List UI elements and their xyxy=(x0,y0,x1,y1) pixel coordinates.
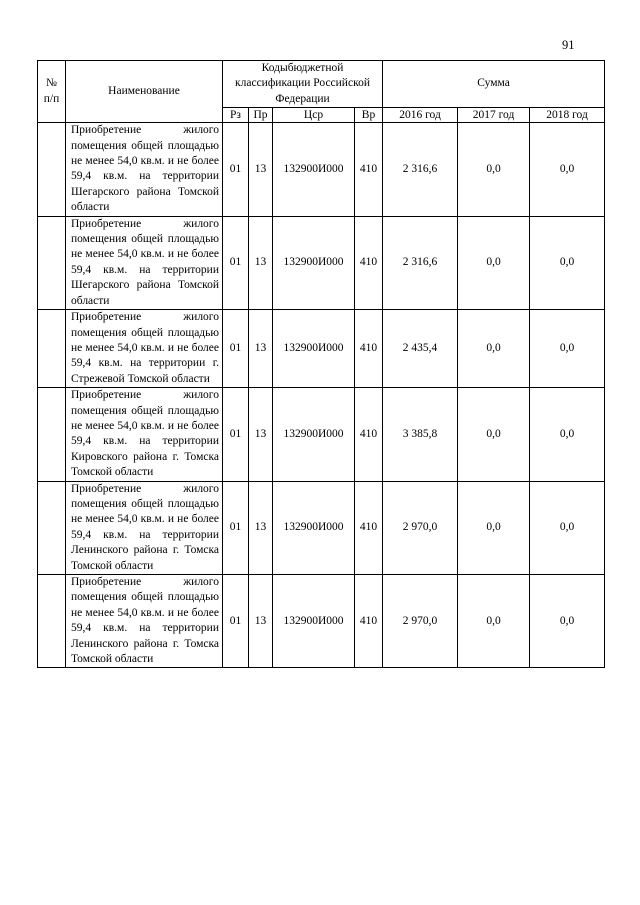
row-pr: 13 xyxy=(249,123,273,216)
row-csr: 132900И000 xyxy=(273,575,355,668)
table-row xyxy=(38,123,605,216)
row-num xyxy=(38,216,66,309)
row-rz: 01 xyxy=(223,575,249,668)
row-2017: 0,0 xyxy=(458,123,530,216)
row-csr: 132900И000 xyxy=(273,481,355,574)
row-vr: 410 xyxy=(355,310,383,388)
row-2016: 2 970,0 xyxy=(383,481,458,574)
row-2018: 0,0 xyxy=(530,216,605,309)
page-number: 91 xyxy=(562,38,575,52)
row-name: Приобретение жилого помещения общей площадью не менее 54,0 кв.м. и не более 59,4 кв.м. на территории Ленинского района г. Томска Томской области xyxy=(66,575,223,668)
row-vr: 410 xyxy=(355,481,383,574)
header-rz: Рз xyxy=(223,108,249,123)
row-name: Приобретение жилого помещения общей площадью не менее 54,0 кв.м. и не более 59,4 кв.м. на территории Шегарского района Томской области xyxy=(66,216,223,309)
budget-table xyxy=(37,60,605,668)
row-num xyxy=(38,388,66,481)
row-pr: 13 xyxy=(249,481,273,574)
header-pr: Пр xyxy=(249,108,273,123)
row-2016: 2 970,0 xyxy=(383,575,458,668)
row-num xyxy=(38,310,66,388)
header-row xyxy=(38,61,605,108)
row-2018: 0,0 xyxy=(530,388,605,481)
header-num: № п/п xyxy=(38,61,66,123)
row-2017: 0,0 xyxy=(458,481,530,574)
row-name: Приобретение жилого помещения общей площадью не менее 54,0 кв.м. и не более 59,4 кв.м. на территории Ленинского района г. Томска Томской области xyxy=(66,481,223,574)
row-csr: 132900И000 xyxy=(273,388,355,481)
row-2018: 0,0 xyxy=(530,575,605,668)
row-csr: 132900И000 xyxy=(273,123,355,216)
row-pr: 13 xyxy=(249,310,273,388)
header-2016: 2016 год xyxy=(383,108,458,123)
row-2016: 2 316,6 xyxy=(383,123,458,216)
row-2018: 0,0 xyxy=(530,481,605,574)
row-2016: 2 435,4 xyxy=(383,310,458,388)
header-2018: 2018 год xyxy=(530,108,605,123)
row-rz: 01 xyxy=(223,481,249,574)
row-rz: 01 xyxy=(223,216,249,309)
row-2016: 3 385,8 xyxy=(383,388,458,481)
table-row xyxy=(38,388,605,481)
row-pr: 13 xyxy=(249,216,273,309)
row-vr: 410 xyxy=(355,388,383,481)
header-codes: Кодыбюджетной классификации Российской Федерации xyxy=(223,61,383,108)
table-row xyxy=(38,481,605,574)
row-2017: 0,0 xyxy=(458,388,530,481)
row-2017: 0,0 xyxy=(458,575,530,668)
row-rz: 01 xyxy=(223,123,249,216)
row-vr: 410 xyxy=(355,123,383,216)
row-num xyxy=(38,123,66,216)
row-csr: 132900И000 xyxy=(273,310,355,388)
header-2017: 2017 год xyxy=(458,108,530,123)
row-2018: 0,0 xyxy=(530,310,605,388)
header-name: Наименование xyxy=(66,61,223,123)
row-pr: 13 xyxy=(249,388,273,481)
header-vr: Вр xyxy=(355,108,383,123)
row-2017: 0,0 xyxy=(458,216,530,309)
row-rz: 01 xyxy=(223,388,249,481)
row-num xyxy=(38,575,66,668)
table-row xyxy=(38,216,605,309)
row-vr: 410 xyxy=(355,575,383,668)
row-vr: 410 xyxy=(355,216,383,309)
header-csr: Цср xyxy=(273,108,355,123)
table-row xyxy=(38,575,605,668)
row-num xyxy=(38,481,66,574)
row-2017: 0,0 xyxy=(458,310,530,388)
row-name: Приобретение жилого помещения общей площадью не менее 54,0 кв.м. и не более 59,4 кв.м. на территории Кировского района г. Томска Томской области xyxy=(66,388,223,481)
row-name: Приобретение жилого помещения общей площадью не менее 54,0 кв.м. и не более 59,4 кв.м. на территории г. Стрежевой Томской области xyxy=(66,310,223,388)
row-rz: 01 xyxy=(223,310,249,388)
row-csr: 132900И000 xyxy=(273,216,355,309)
row-2018: 0,0 xyxy=(530,123,605,216)
row-name: Приобретение жилого помещения общей площадью не менее 54,0 кв.м. и не более 59,4 кв.м. на территории Шегарского района Томской области xyxy=(66,123,223,216)
table-row xyxy=(38,310,605,388)
row-pr: 13 xyxy=(249,575,273,668)
row-2016: 2 316,6 xyxy=(383,216,458,309)
header-sum: Сумма xyxy=(383,61,605,108)
